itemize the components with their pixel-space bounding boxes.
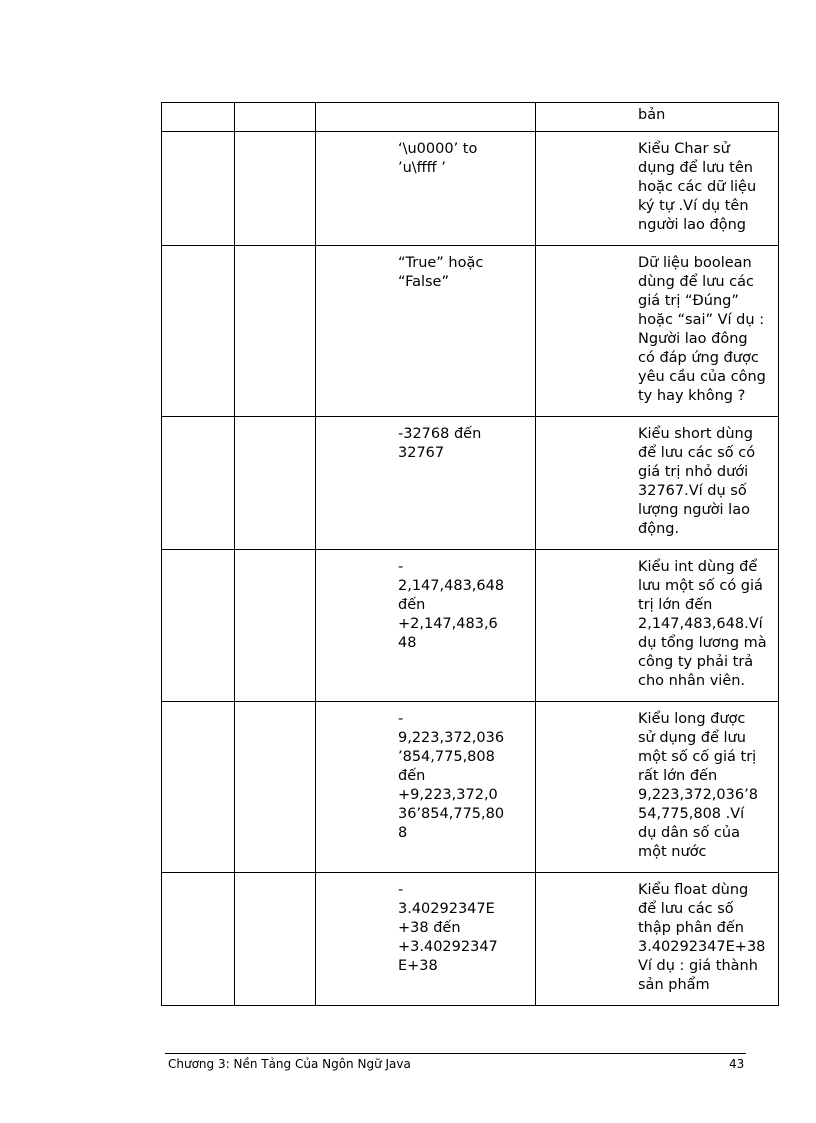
value-range: - 3.40292347E +38 đến +3.40292347 E+38 <box>398 882 498 974</box>
table-cell <box>162 246 235 417</box>
table-row <box>162 550 779 702</box>
table-cell <box>235 873 316 1006</box>
table-row <box>162 702 779 873</box>
table-cell <box>235 417 316 550</box>
range-cell <box>316 550 536 702</box>
description-cell <box>536 132 779 246</box>
footer-page-number: 43 <box>729 1057 745 1071</box>
table-row-continuation <box>162 103 779 132</box>
description-cell <box>536 702 779 873</box>
continuation-text: bản <box>638 107 666 123</box>
table-cell <box>235 132 316 246</box>
value-range: - 9,223,372,036 ’854,775,808 đến +9,223,372,0 36’854,775,80 8 <box>398 711 505 841</box>
value-range: “True” hoặc “False” <box>398 255 484 290</box>
table-cell <box>536 103 779 132</box>
table-row <box>162 417 779 550</box>
description-cell <box>536 417 779 550</box>
range-cell <box>316 132 536 246</box>
table-cell <box>162 550 235 702</box>
type-description: Kiểu int dùng để lưu một số có giá trị lớn đến 2,147,483,648.Ví dụ tổng lương mà công ty phải trả cho nhân viên. <box>638 559 767 689</box>
footer-divider <box>165 1053 746 1054</box>
table-cell <box>235 702 316 873</box>
range-cell <box>316 246 536 417</box>
table-row <box>162 873 779 1006</box>
footer-chapter-title: Chương 3: Nền Tảng Của Ngôn Ngữ Java <box>168 1057 411 1071</box>
description-cell <box>536 873 779 1006</box>
table-cell <box>162 103 235 132</box>
table-cell <box>162 873 235 1006</box>
value-range: -32768 đến 32767 <box>398 426 482 461</box>
table-cell <box>316 103 536 132</box>
range-cell <box>316 873 536 1006</box>
description-cell <box>536 550 779 702</box>
value-range: ‘\u0000’ to ’u\ffff ’ <box>398 141 478 176</box>
range-cell <box>316 417 536 550</box>
data-types-table <box>161 102 779 1006</box>
table-row <box>162 246 779 417</box>
table-cell <box>235 103 316 132</box>
type-description: Kiểu Char sử dụng để lưu tên hoặc các dữ liệu ký tự .Ví dụ tên người lao động <box>638 141 757 233</box>
description-cell <box>536 246 779 417</box>
table-cell <box>162 417 235 550</box>
type-description: Kiểu long được sử dụng để lưu một số cố giá trị rất lớn đến 9,223,372,036’8 54,775,808 .Ví dụ dân số của một nước <box>638 711 758 860</box>
range-cell <box>316 702 536 873</box>
table-cell <box>162 702 235 873</box>
table-cell <box>235 550 316 702</box>
table-row <box>162 132 779 246</box>
value-range: - 2,147,483,648 đến +2,147,483,6 48 <box>398 559 505 651</box>
type-description: Kiểu float dùng để lưu các số thập phân đến 3.40292347E+38 Ví dụ : giá thành sản phẩm <box>638 882 766 993</box>
table-cell <box>235 246 316 417</box>
type-description: Kiểu short dùng để lưu các số có giá trị nhỏ dưới 32767.Ví dụ số lượng người lao động. <box>638 426 756 537</box>
type-description: Dữ liệu boolean dùng để lưu các giá trị “Đúng” hoặc “sai” Ví dụ : Người lao đông có đáp ứng được yêu cầu của công ty hay không ? <box>638 255 766 404</box>
table-cell <box>162 132 235 246</box>
